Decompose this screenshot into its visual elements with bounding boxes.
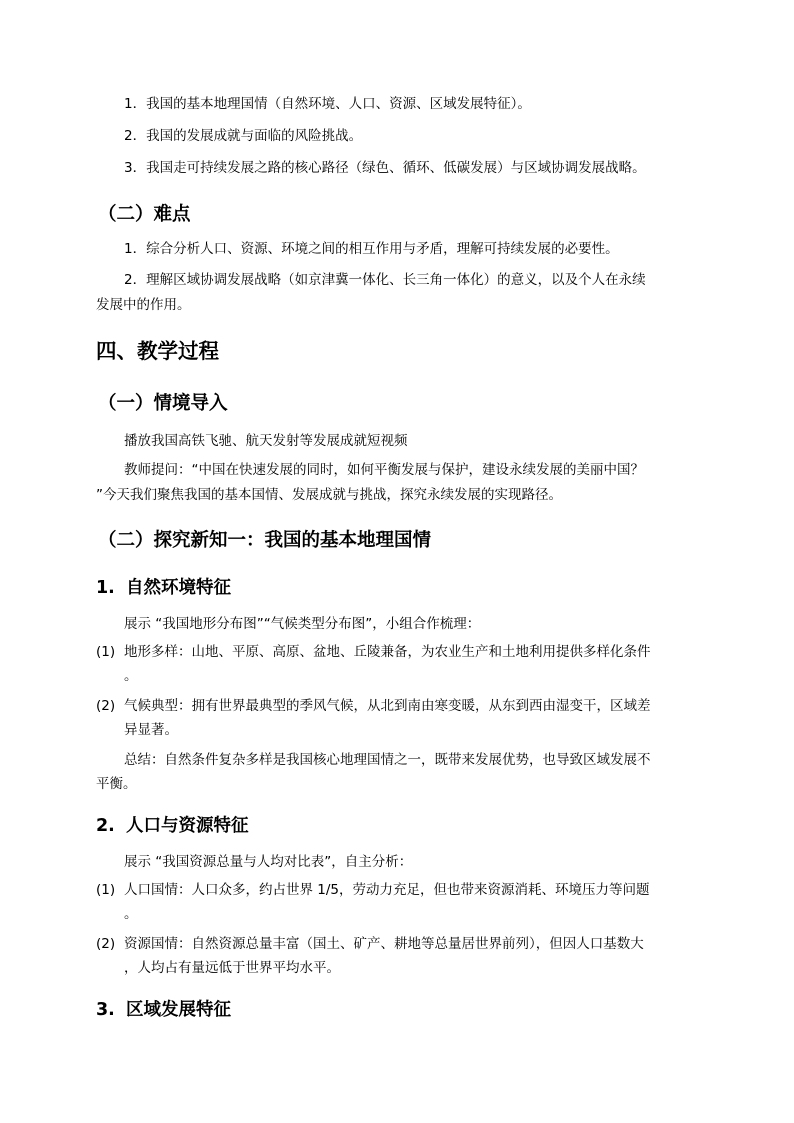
subsection-number: 3.: [96, 1000, 115, 1020]
section-heading-teaching-process: 四、教学过程: [96, 339, 219, 363]
situation-intro-line-2: 教师提问：“中国在快速发展的同时，如何平衡发展与保护，建设永续发展的美丽中国？: [124, 462, 644, 478]
list-marker: (2): [96, 698, 116, 714]
subsection-natural-environment-heading: [96, 576, 231, 600]
terrain-item-line-1: 地形多样：山地、平原、高原、盆地、丘陵兼备，为农业生产和土地利用提供多样化条件: [124, 644, 651, 660]
terrain-item-line-2: 。: [124, 668, 138, 684]
subsection-population-resources-heading: [96, 814, 249, 838]
population-resources-intro: 展示 “我国资源总量与人均对比表”，自主分析：: [124, 854, 413, 870]
key-point-2: 2．我国的发展成就与面临的风险挑战。: [124, 128, 363, 144]
situation-intro-line-3: ”今天我们聚焦我国的基本国情、发展成就与挑战，探究永续发展的实现路径。: [96, 487, 562, 503]
resources-item-line-2: ，人均占有量远低于世界平均水平。: [124, 960, 340, 976]
subsection-title: 人口与资源特征: [126, 816, 249, 836]
difficulty-heading: （二）难点: [98, 204, 191, 225]
difficulty-item-2-line-2: 发展中的作用。: [96, 297, 191, 313]
situation-intro-line-1: 播放我国高铁飞驰、航天发射等发展成就短视频: [124, 433, 408, 449]
subsection-regional-development-heading: [96, 998, 231, 1022]
list-marker: (1): [96, 882, 116, 898]
natural-environment-intro: 展示 “我国地形分布图”“气候类型分布图”，小组合作梳理：: [124, 616, 481, 632]
population-item-line-1: 人口国情：人口众多，约占世界 1/5，劳动力充足，但也带来资源消耗、环境压力等问题: [124, 882, 650, 898]
explore-heading: （二）探究新知一：我国的基本地理国情: [98, 530, 432, 551]
population-item-line-2: 。: [124, 906, 138, 922]
list-marker: (1): [96, 644, 116, 660]
subsection-number: 2.: [96, 816, 115, 836]
natural-summary-line-2: 平衡。: [96, 776, 137, 792]
key-point-3: 3．我国走可持续发展之路的核心路径（绿色、循环、低碳发展）与区域协调发展战略。: [124, 160, 646, 176]
natural-summary-line-1: 总结：自然条件复杂多样是我国核心地理国情之一，既带来发展优势，也导致区域发展不: [124, 752, 651, 768]
key-point-1: 1．我国的基本地理国情（自然环境、人口、资源、区域发展特征）。: [124, 96, 531, 112]
situation-intro-heading: （一）情境导入: [98, 393, 228, 414]
difficulty-item-2-line-1: 2．理解区域协调发展战略（如京津冀一体化、长三角一体化）的意义，以及个人在永续: [124, 272, 646, 288]
climate-item-line-2: 异显著。: [124, 722, 178, 738]
climate-item-line-1: 气候典型：拥有世界最典型的季风气候，从北到南由寒变暖，从东到西由湿变干，区域差: [124, 698, 651, 714]
subsection-title: 自然环境特征: [126, 578, 231, 598]
list-marker: (2): [96, 936, 116, 952]
resources-item-line-1: 资源国情：自然资源总量丰富（国土、矿产、耕地等总量居世界前列），但因人口基数大: [124, 936, 644, 952]
subsection-number: 1.: [96, 578, 115, 598]
difficulty-item-1: 1．综合分析人口、资源、环境之间的相互作用与矛盾，理解可持续发展的必要性。: [124, 241, 619, 257]
subsection-title: 区域发展特征: [126, 1000, 231, 1020]
